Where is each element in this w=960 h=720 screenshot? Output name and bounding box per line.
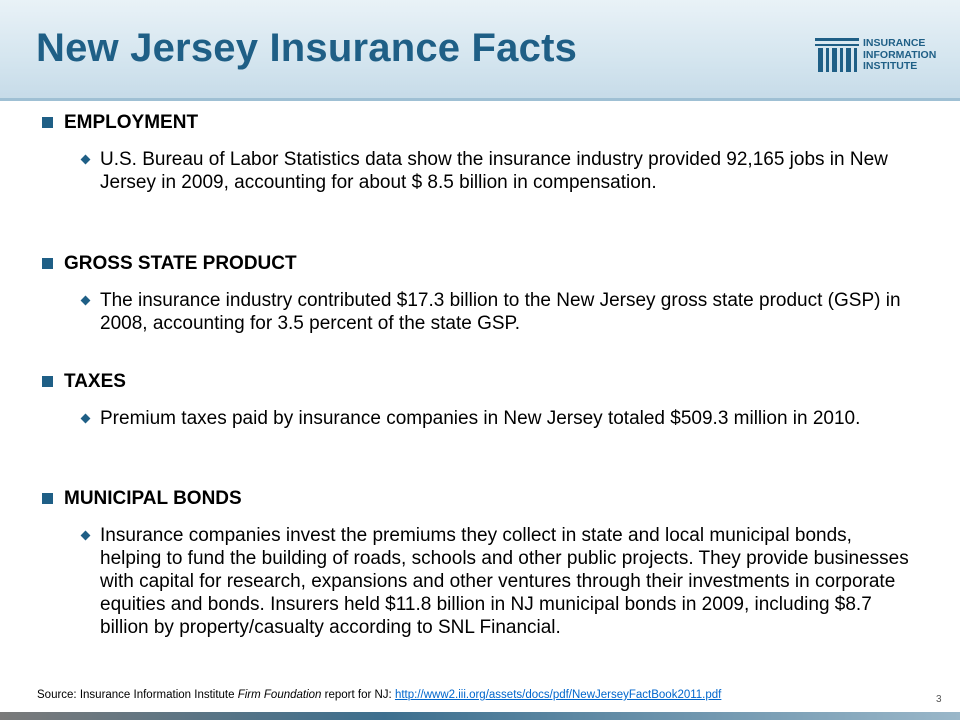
header-divider — [0, 98, 960, 101]
section-heading-text: TAXES — [64, 371, 126, 392]
diamond-bullet-icon — [81, 155, 91, 165]
section-bullet — [40, 148, 920, 194]
section-municipal-bonds — [40, 488, 920, 639]
section-heading-text: EMPLOYMENT — [64, 112, 199, 133]
section-heading — [40, 112, 920, 134]
logo-line-2: INFORMATION — [863, 48, 937, 61]
section-bullet — [40, 289, 920, 335]
section-bullet — [40, 407, 920, 430]
page-number: 3 — [936, 694, 942, 705]
section-bullet-text: Insurance companies invest the premiums they collect in state and local municipal bonds, helping to fund the building of roads, schools and other public projects. They provide businesses with capital for research, expansions and other ventures through their investments in corporate equities and bonds. Insurers held $11.8 billion in NJ municipal bonds in 2009, including $8.7 billion by property/casualty according to SNL Financial. — [100, 525, 909, 638]
source-link[interactable]: http://www2.iii.org/assets/docs/pdf/NewJerseyFactBook2011.pdf — [394, 689, 722, 701]
source-report-name: Firm Foundation — [237, 689, 322, 701]
logo-text — [863, 38, 955, 73]
source-citation — [37, 689, 917, 701]
section-bullet-text: Premium taxes paid by insurance companies in New Jersey totaled $509.3 million in 2010. — [100, 408, 861, 429]
section-heading — [40, 488, 920, 510]
section-bullet-text: U.S. Bureau of Labor Statistics data show the insurance industry provided 92,165 jobs in New Jersey in 2009, accounting for about $ 8.5 billion in compensation. — [100, 149, 888, 193]
section-taxes — [40, 371, 920, 430]
section-employment — [40, 112, 920, 194]
footer-bar — [0, 712, 960, 720]
diamond-bullet-icon — [81, 414, 91, 424]
logo-line-3: INSTITUTE — [863, 60, 918, 72]
section-heading-text: GROSS STATE PRODUCT — [64, 253, 297, 274]
section-heading — [40, 371, 920, 393]
section-heading — [40, 253, 920, 275]
page-title: New Jersey Insurance Facts — [36, 26, 578, 70]
logo-line-1: INSURANCE — [863, 37, 926, 49]
section-bullet-text: The insurance industry contributed $17.3 billion to the New Jersey gross state product (GSP) in 2008, accounting for 3.5 percent of the state GSP. — [100, 290, 901, 334]
square-bullet-icon — [42, 258, 53, 269]
section-heading-text: MUNICIPAL BONDS — [64, 488, 242, 509]
square-bullet-icon — [42, 493, 53, 504]
iii-logo-icon — [815, 36, 859, 74]
square-bullet-icon — [42, 117, 53, 128]
section-bullet — [40, 524, 920, 639]
diamond-bullet-icon — [81, 296, 91, 306]
diamond-bullet-icon — [81, 531, 91, 541]
source-prefix: Source: Insurance Information Institute — [37, 689, 238, 701]
section-gross-state-product — [40, 253, 920, 335]
square-bullet-icon — [42, 376, 53, 387]
source-middle: report for NJ: — [321, 689, 395, 701]
iii-logo — [815, 36, 955, 76]
